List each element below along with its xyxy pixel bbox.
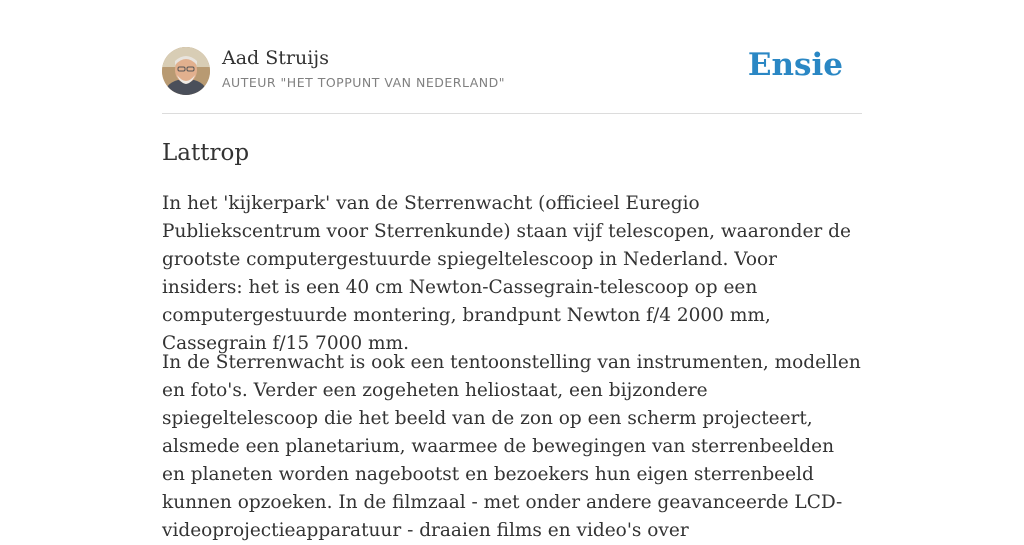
article-paragraph: In de Sterrenwacht is ook een tentoonstelling van instrumenten, modellen en foto's. Verder een zogeheten heliostaat, een bijzondere spiegeltelescoop die het beeld van de zon op een scherm projecteert, alsmede een planetarium, waarmee de bewegingen van sterrenbeelden en planeten worden nagebootst en bezoekers hun eigen sterrenbeeld kunnen opzoeken. In de filmzaal - met onder andere geavanceerde LCD-videoprojectieapparatuur - draaien films en video's over [162,352,861,541]
article-card [162,0,862,541]
article-header [162,0,862,114]
author-avatar[interactable] [162,47,210,95]
author-name[interactable]: Aad Struijs [222,47,329,69]
author-role: AUTEUR "HET TOPPUNT VAN NEDERLAND" [222,75,505,90]
article-paragraph: In het 'kijkerpark' van de Sterrenwacht (officieel Euregio Publiekscentrum voor Sterrenkunde) staan vijf telescopen, waaronder de grootste computergestuurde spiegeltelescoop in Nederland. Voor insiders: het is een 40 cm Newton-Cassegrain-telescoop op een computergestuurde montering, brandpunt Newton f/4 2000 mm, Cassegrain f/15 7000 mm. [162,193,851,354]
article-title: Lattrop [162,140,250,166]
ensie-logo[interactable]: Ensie [747,47,843,83]
